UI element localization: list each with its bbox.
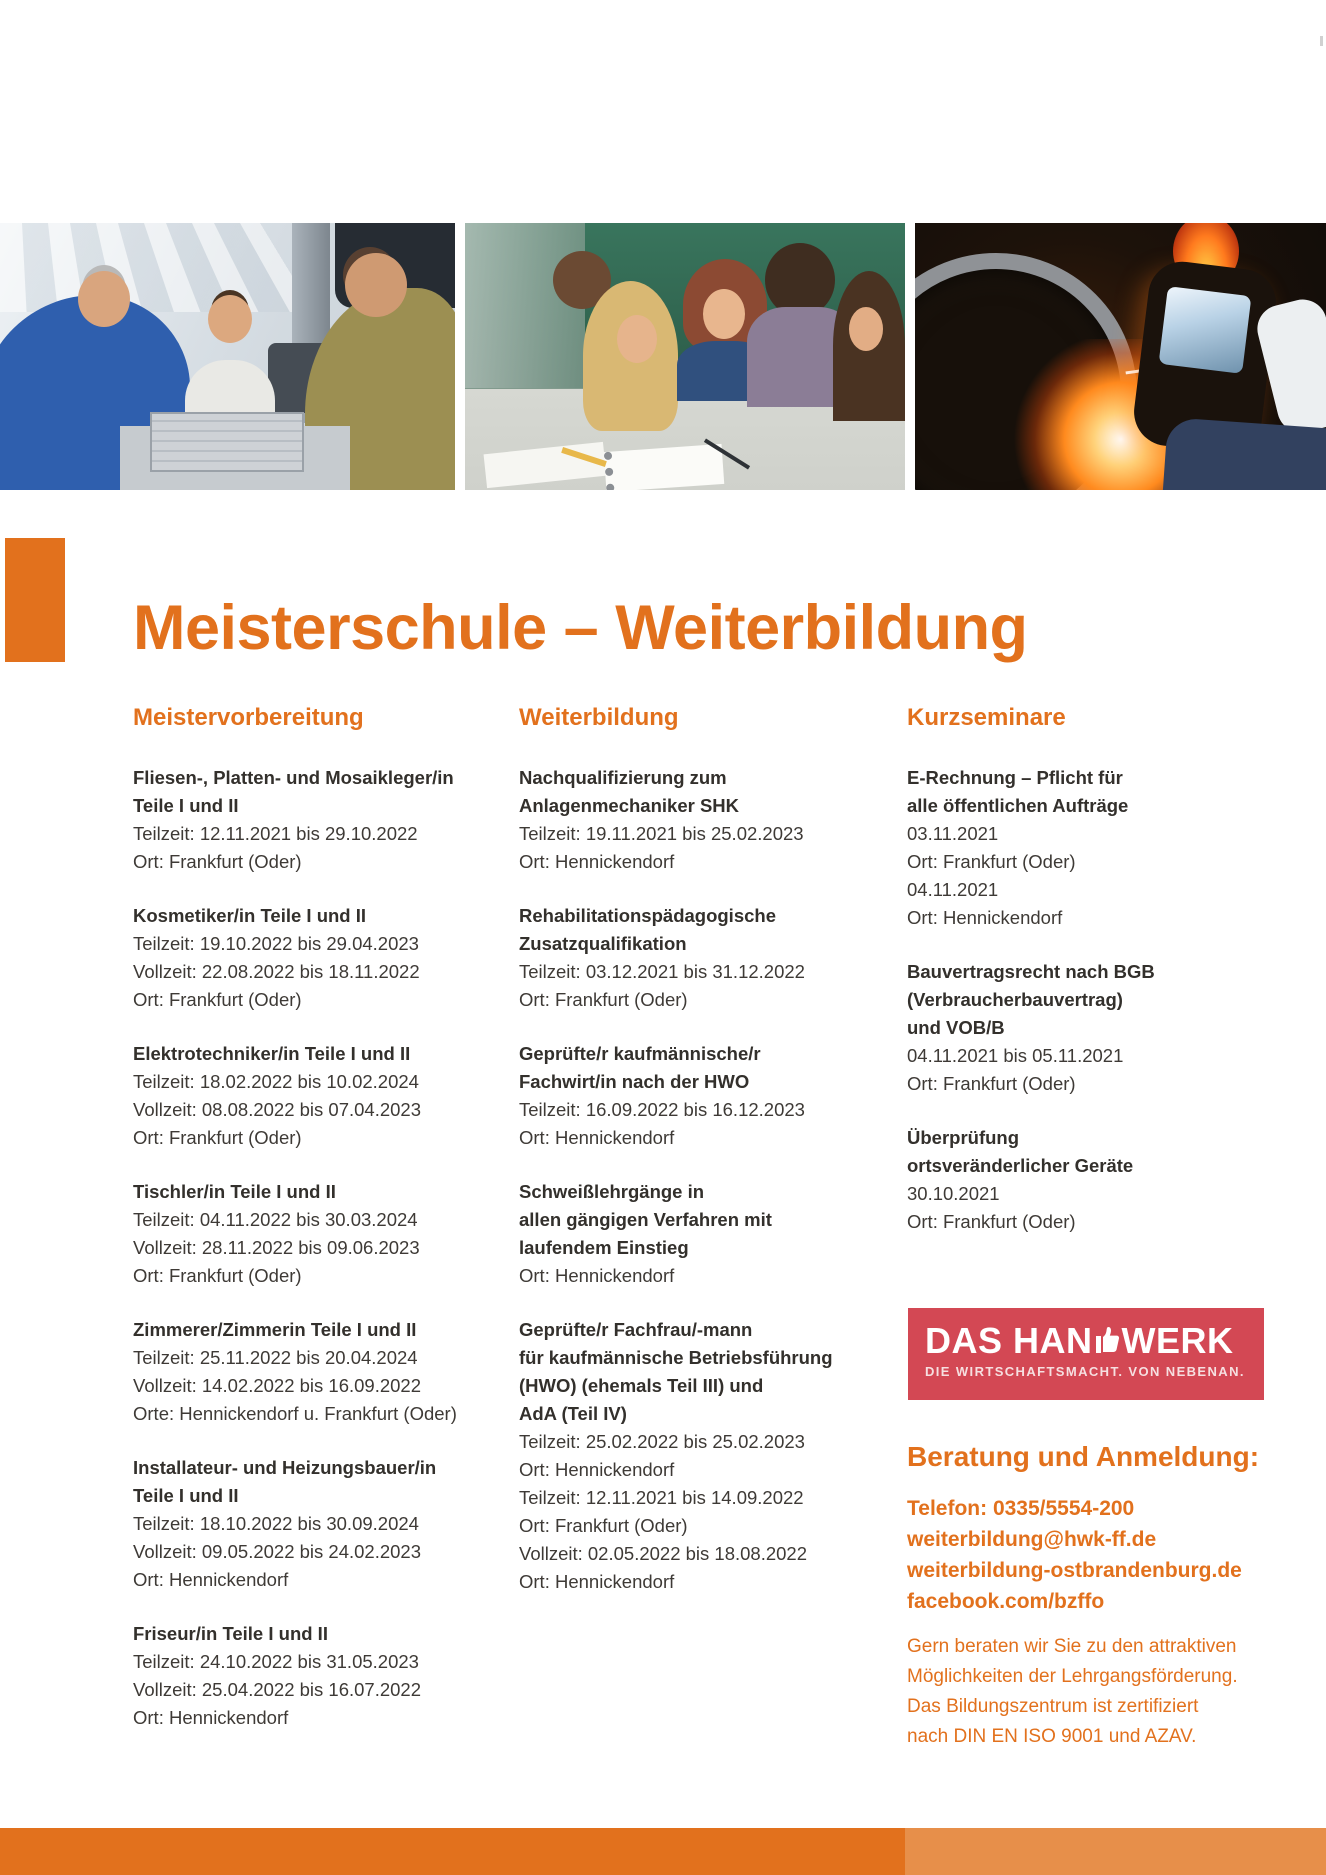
course-title-line: (HWO) (ehemals Teil III) und xyxy=(519,1375,764,1396)
course-title-line: Elektrotechniker/in Teile I und II xyxy=(133,1043,411,1064)
course-title-line: Nachqualifizierung zum xyxy=(519,767,727,788)
course-detail-line: Ort: Frankfurt (Oder) xyxy=(133,851,302,872)
course-item xyxy=(907,1124,1292,1236)
course-detail-line: Teilzeit: 25.02.2022 bis 25.02.2023 xyxy=(519,1431,805,1452)
course-item xyxy=(133,1178,518,1290)
course-detail-line: 03.11.2021 xyxy=(907,823,999,844)
course-detail-line: Ort: Frankfurt (Oder) xyxy=(133,1265,302,1286)
course-detail-line: Vollzeit: 08.08.2022 bis 07.04.2023 xyxy=(133,1099,422,1120)
course-detail-line: Teilzeit: 18.10.2022 bis 30.09.2024 xyxy=(133,1513,419,1534)
course-title-line: Geprüfte/r Fachfrau/-mann xyxy=(519,1319,753,1340)
course-item xyxy=(519,1040,904,1152)
scan-artifact xyxy=(1320,36,1323,46)
course-title-line: laufendem Einstieg xyxy=(519,1237,689,1258)
course-title-line: Fliesen-, Platten- und Mosaikleger/in xyxy=(133,767,454,788)
contact-facebook: facebook.com/bzffo xyxy=(907,1590,1105,1613)
course-detail-line: Orte: Hennickendorf u. Frankfurt (Oder) xyxy=(133,1403,457,1424)
course-detail-line: Ort: Hennickendorf xyxy=(519,1571,675,1592)
course-title-line: alle öffentlichen Aufträge xyxy=(907,795,1129,816)
course-title-line: Friseur/in Teile I und II xyxy=(133,1623,328,1644)
logo-wordmark: DAS HAN WERK xyxy=(925,1320,1234,1361)
course-title-line: Fachwirt/in nach der HWO xyxy=(519,1071,750,1092)
course-detail-line: Teilzeit: 04.11.2022 bis 30.03.2024 xyxy=(133,1209,418,1230)
course-detail-line: Vollzeit: 14.02.2022 bis 16.09.2022 xyxy=(133,1375,422,1396)
course-title-line: Rehabilitationspädagogische xyxy=(519,905,776,926)
course-detail-line: Ort: Hennickendorf xyxy=(133,1707,289,1728)
course-detail-line: Ort: Hennickendorf xyxy=(133,1569,289,1590)
course-detail-line: Ort: Hennickendorf xyxy=(907,907,1063,928)
course-title-line: allen gängigen Verfahren mit xyxy=(519,1209,772,1230)
course-title-line: und VOB/B xyxy=(907,1017,1005,1038)
course-item xyxy=(133,902,518,1014)
course-detail-line: 04.11.2021 bis 05.11.2021 xyxy=(907,1045,1124,1066)
course-detail-line: Teilzeit: 25.11.2022 bis 20.04.2024 xyxy=(133,1347,418,1368)
column-header: Meistervorbereitung xyxy=(133,704,364,731)
course-item xyxy=(133,1316,518,1428)
page-title: Meisterschule – Weiterbildung xyxy=(133,593,1028,664)
course-title-line: Teile I und II xyxy=(133,795,239,816)
chalkboard xyxy=(465,223,585,388)
course-detail-line: Ort: Frankfurt (Oder) xyxy=(133,989,302,1010)
course-title-line: Anlagenmechaniker SHK xyxy=(519,795,740,816)
course-detail-line: Vollzeit: 22.08.2022 bis 18.11.2022 xyxy=(133,961,420,982)
course-title-line: AdA (Teil IV) xyxy=(519,1403,627,1424)
course-detail-line: Ort: Hennickendorf xyxy=(519,851,675,872)
logo-subtitle: DIE WIRTSCHAFTSMACHT. VON NEBENAN. xyxy=(925,1364,1245,1379)
course-title-line: Bauvertragsrecht nach BGB xyxy=(907,961,1155,982)
course-title-line: Überprüfung xyxy=(907,1127,1020,1148)
column-meistervorbereitung xyxy=(133,703,518,1758)
course-title-line: Tischler/in Teile I und II xyxy=(133,1181,336,1202)
course-title-line: Zusatzqualifikation xyxy=(519,933,687,954)
course-detail-line: Teilzeit: 18.02.2022 bis 10.02.2024 xyxy=(133,1071,419,1092)
column-header: Weiterbildung xyxy=(519,704,679,731)
welding-sparks-photo xyxy=(915,223,1326,490)
course-detail-line: Ort: Frankfurt (Oder) xyxy=(907,1073,1076,1094)
course-detail-line: Teilzeit: 03.12.2021 bis 31.12.2022 xyxy=(519,961,805,982)
course-detail-line: Teilzeit: 12.11.2021 bis 14.09.2022 xyxy=(519,1487,804,1508)
course-title-line: ortsveränderlicher Geräte xyxy=(907,1155,1134,1176)
course-title-line: Zimmerer/Zimmerin Teile I und II xyxy=(133,1319,417,1340)
course-detail-line: Teilzeit: 16.09.2022 bis 16.12.2023 xyxy=(519,1099,805,1120)
footer-bar-dark xyxy=(0,1828,905,1875)
course-title-line: (Verbraucherbauvertrag) xyxy=(907,989,1123,1010)
course-item xyxy=(133,1620,518,1732)
thumbs-up-icon xyxy=(1094,1323,1121,1359)
contact-section xyxy=(907,1441,1312,1752)
course-detail-line: Teilzeit: 12.11.2021 bis 29.10.2022 xyxy=(133,823,418,844)
course-detail-line: Ort: Frankfurt (Oder) xyxy=(133,1127,302,1148)
course-detail-line: Vollzeit: 25.04.2022 bis 16.07.2022 xyxy=(133,1679,422,1700)
course-detail-line: Ort: Frankfurt (Oder) xyxy=(519,1515,688,1536)
course-detail-line: Ort: Frankfurt (Oder) xyxy=(907,1211,1076,1232)
course-detail-line: Vollzeit: 28.11.2022 bis 09.06.2023 xyxy=(133,1237,420,1258)
course-detail-line: Vollzeit: 09.05.2022 bis 24.02.2023 xyxy=(133,1541,422,1562)
photo-banner xyxy=(0,223,1326,490)
course-title-line: Installateur- und Heizungsbauer/in xyxy=(133,1457,437,1478)
spiral-notebook xyxy=(604,444,725,490)
course-title-line: für kaufmännische Betriebsführung xyxy=(519,1347,833,1368)
das-handwerk-logo xyxy=(908,1308,1264,1400)
course-detail-line: Ort: Hennickendorf xyxy=(519,1127,675,1148)
column-header: Kurzseminare xyxy=(907,704,1066,731)
contact-note: Gern beraten wir Sie zu den attraktiven Möglichkeiten der Lehrgangsförderung. Das Bildungszentrum ist zertifiziert nach DIN EN ISO 9001 und AZAV. xyxy=(907,1636,1238,1747)
toolbox xyxy=(150,412,304,472)
column-kurzseminare xyxy=(907,703,1292,1262)
course-item xyxy=(133,1454,518,1594)
contact-heading: Beratung und Anmeldung: xyxy=(907,1441,1260,1472)
footer-bar-light xyxy=(905,1828,1326,1875)
course-item xyxy=(133,764,518,876)
course-detail-line: Vollzeit: 02.05.2022 bis 18.08.2022 xyxy=(519,1543,808,1564)
course-item xyxy=(519,1178,904,1290)
course-item xyxy=(907,764,1292,932)
course-item xyxy=(519,1316,904,1596)
course-item xyxy=(519,764,904,876)
contact-website: weiterbildung-ostbrandenburg.de xyxy=(907,1559,1242,1582)
course-detail-line: Ort: Hennickendorf xyxy=(519,1265,675,1286)
course-title-line: E-Rechnung – Pflicht für xyxy=(907,767,1123,788)
course-detail-line: Ort: Frankfurt (Oder) xyxy=(907,851,1076,872)
course-detail-line: 30.10.2021 xyxy=(907,1183,1000,1204)
course-title-line: Schweißlehrgänge in xyxy=(519,1181,705,1202)
course-title-line: Kosmetiker/in Teile I und II xyxy=(133,905,367,926)
column-weiterbildung xyxy=(519,703,904,1622)
course-detail-line: Ort: Hennickendorf xyxy=(519,1459,675,1480)
contact-email: weiterbildung@hwk-ff.de xyxy=(907,1528,1157,1551)
course-detail-line: Teilzeit: 24.10.2022 bis 31.05.2023 xyxy=(133,1651,419,1672)
course-item xyxy=(519,902,904,1014)
course-detail-line: Teilzeit: 19.10.2022 bis 29.04.2023 xyxy=(133,933,419,954)
course-title-line: Geprüfte/r kaufmännische/r xyxy=(519,1043,761,1064)
course-detail-line: 04.11.2021 xyxy=(907,879,999,900)
course-title-line: Teile I und II xyxy=(133,1485,239,1506)
course-detail-line: Ort: Frankfurt (Oder) xyxy=(519,989,688,1010)
workshop-drill-training-photo xyxy=(0,223,455,490)
accent-square xyxy=(5,538,65,662)
course-item xyxy=(907,958,1292,1098)
classroom-seminar-photo xyxy=(465,223,905,490)
contact-phone: Telefon: 0335/5554-200 xyxy=(907,1497,1135,1520)
course-item xyxy=(133,1040,518,1152)
course-detail-line: Teilzeit: 19.11.2021 bis 25.02.2023 xyxy=(519,823,804,844)
